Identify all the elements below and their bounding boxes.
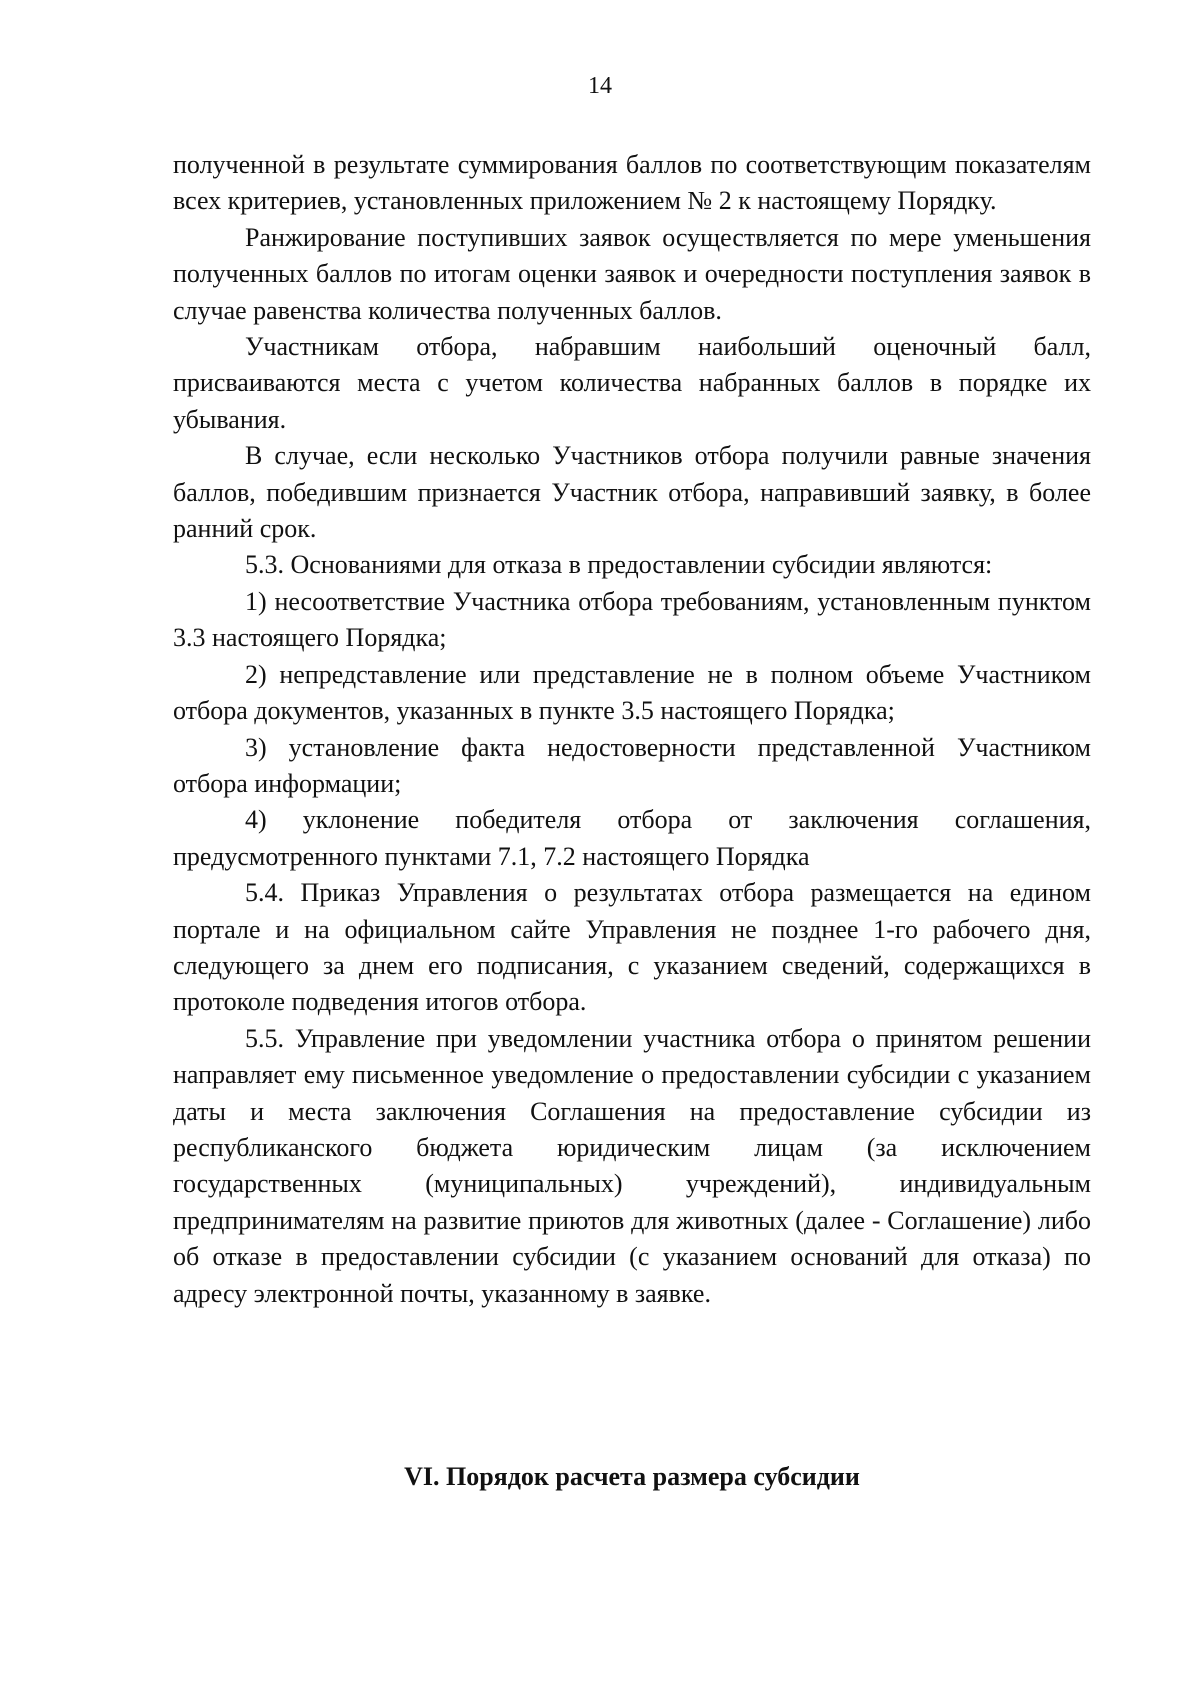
document-body — [173, 147, 1091, 1312]
page-number: 14 — [588, 73, 612, 99]
paragraph-ranking: Ранжирование поступивших заявок осуществляется по мере уменьшения полученных баллов по итогам оценки заявок и очередности поступления заявок в случае равенства количества полученных баллов. — [173, 222, 1091, 325]
paragraph-clause-5-4: 5.4. Приказ Управления о результатах отбора размещается на едином портале и на официальном сайте Управления не позднее 1-го рабочего дня, следующего за днем его подписания, с указанием сведений, содержащихся в протоколе подведения итогов отбора. — [173, 878, 1091, 1017]
paragraph-clause-5-3: 5.3. Основаниями для отказа в предоставлении субсидии являются: — [245, 550, 993, 580]
paragraph-places: Участникам отбора, набравшим наибольший оценочный балл, присваиваются места с учетом количества набранных баллов в порядке их убывания. — [173, 332, 1091, 434]
paragraph-refusal-4: 4) уклонение победителя отбора от заключения соглашения, предусмотренного пунктами 7.1, 7.2 настоящего Порядка — [173, 805, 1091, 871]
paragraph-clause-5-5: 5.5. Управление при уведомлении участника отбора о принятом решении направляет ему письменное уведомление о предоставлении субсидии с указанием даты и места заключения Соглашения на предоставление субсидии из республиканского бюджета юридическим лицам (за исключением государственных (муниципальных) учреждений), индивидуальным предпринимателям на развитие приютов для животных (далее - Соглашение) либо об отказе в предоставлении субсидии (с указанием оснований для отказа) по адресу электронной почты, указанному в заявке. — [173, 1023, 1091, 1308]
paragraph-refusal-2: 2) непредставление или представление не в полном объеме Участником отбора документов, указанных в пункте 3.5 настоящего Порядка; — [173, 659, 1091, 726]
paragraph-equal-scores: В случае, если несколько Участников отбора получили равные значения баллов, победившим признается Участник отбора, направивший заявку, в более ранний срок. — [173, 441, 1091, 544]
paragraph-continuation: полученной в результате суммирования баллов по соответствующим показателям всех критериев, установленных приложением № 2 к настоящему Порядку. — [173, 150, 1091, 216]
paragraph-refusal-3: 3) установление факта недостоверности представленной Участником отбора информации; — [173, 732, 1091, 798]
section-heading: VI. Порядок расчета размера субсидии — [404, 1462, 860, 1491]
paragraph-refusal-1: 1) несоответствие Участника отбора требованиям, установленным пунктом 3.3 настоящего Порядка; — [173, 586, 1091, 653]
